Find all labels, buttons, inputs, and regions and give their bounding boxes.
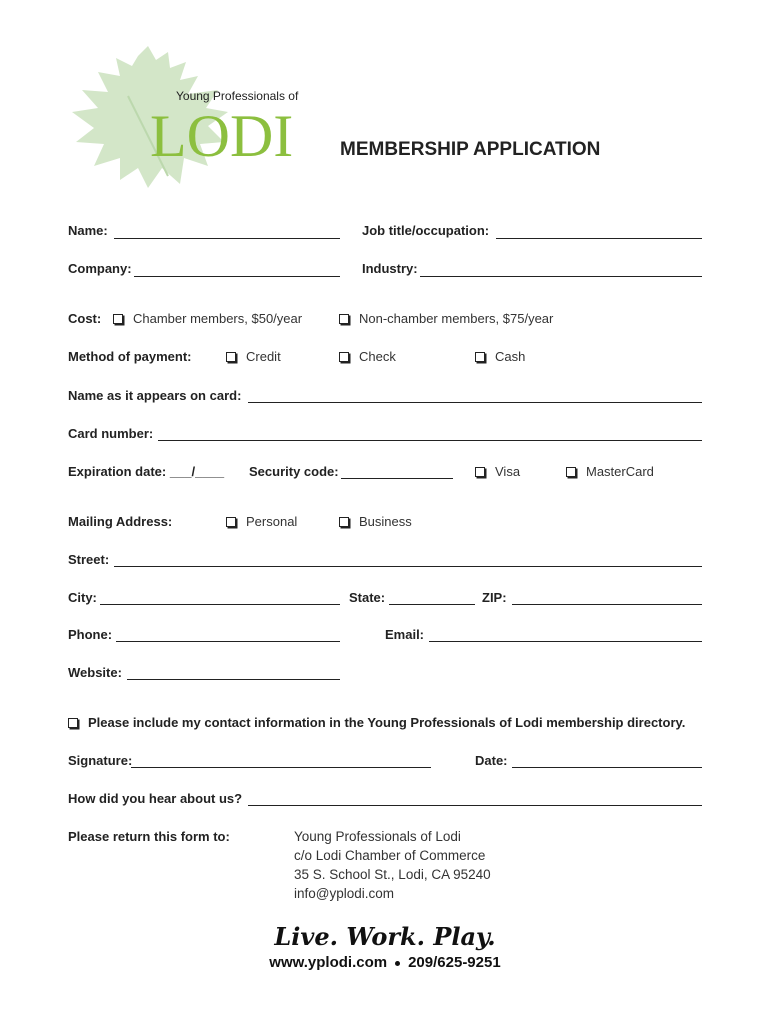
- card-number-field[interactable]: [158, 440, 702, 441]
- checkbox-icon[interactable]: [68, 718, 78, 728]
- zip-label: ZIP:: [482, 590, 507, 605]
- payment-option-label: Check: [359, 349, 396, 364]
- bullet-icon: [395, 961, 400, 966]
- leaf-logo-icon: [68, 46, 306, 188]
- checkbox-icon[interactable]: [339, 517, 349, 527]
- payment-option-cash[interactable]: [475, 349, 525, 364]
- state-field[interactable]: [389, 604, 475, 605]
- mailing-option-label: Business: [359, 514, 412, 529]
- expiration-label[interactable]: Expiration date: ___/____: [68, 464, 225, 479]
- card-type-visa[interactable]: [475, 464, 520, 479]
- card-name-label: Name as it appears on card:: [68, 388, 242, 403]
- card-name-field[interactable]: [248, 402, 702, 403]
- cost-option-chamber[interactable]: [113, 311, 302, 326]
- security-field[interactable]: [341, 478, 453, 479]
- payment-option-credit[interactable]: [226, 349, 281, 364]
- card-type-label: Visa: [495, 464, 521, 479]
- payment-label: Method of payment:: [68, 349, 192, 364]
- company-field[interactable]: [134, 276, 340, 277]
- phone-label: Phone:: [68, 627, 113, 642]
- name-field[interactable]: [114, 238, 340, 239]
- checkbox-icon[interactable]: [226, 352, 236, 362]
- mailing-label: Mailing Address:: [68, 514, 173, 529]
- address-line: 35 S. School St., Lodi, CA 95240: [294, 867, 491, 882]
- directory-consent[interactable]: [68, 715, 685, 730]
- mailing-option-business[interactable]: [339, 514, 412, 529]
- website-field[interactable]: [127, 679, 340, 680]
- checkbox-icon[interactable]: [339, 352, 349, 362]
- checkbox-icon[interactable]: [339, 314, 349, 324]
- address-line: Young Professionals of Lodi: [294, 829, 461, 844]
- mailing-option-label: Personal: [246, 514, 298, 529]
- job-label: Job title/occupation:: [362, 223, 490, 238]
- signature-label: Signature:: [68, 753, 133, 768]
- payment-option-check[interactable]: [339, 349, 396, 364]
- signature-field[interactable]: [131, 767, 431, 768]
- checkbox-icon[interactable]: [566, 467, 576, 477]
- company-label: Company:: [68, 261, 132, 276]
- page-title: MEMBERSHIP APPLICATION: [340, 139, 601, 160]
- cost-label: Cost:: [68, 311, 102, 326]
- email-field[interactable]: [429, 641, 702, 642]
- checkbox-icon[interactable]: [226, 517, 236, 527]
- logo-line1: Young Professionals of: [176, 89, 299, 103]
- industry-label: Industry:: [362, 261, 418, 276]
- card-type-label: MasterCard: [586, 464, 654, 479]
- website-label: Website:: [68, 665, 122, 680]
- email-label: Email:: [385, 627, 425, 642]
- cost-option-label: Non-chamber members, $75/year: [359, 311, 554, 326]
- name-label: Name:: [68, 223, 108, 238]
- cost-option-non-chamber[interactable]: [339, 311, 553, 326]
- logo: [68, 46, 306, 188]
- phone-field[interactable]: [116, 641, 340, 642]
- cost-option-label: Chamber members, $50/year: [133, 311, 303, 326]
- job-field[interactable]: [496, 238, 702, 239]
- card-number-label: Card number:: [68, 426, 154, 441]
- return-label: Please return this form to:: [68, 829, 230, 844]
- address-email: info@yplodi.com: [294, 886, 394, 901]
- return-address: [294, 827, 491, 903]
- card-type-mastercard[interactable]: [566, 464, 654, 479]
- date-field[interactable]: [512, 767, 702, 768]
- checkbox-icon[interactable]: [475, 352, 485, 362]
- state-label: State:: [349, 590, 386, 605]
- checkbox-icon[interactable]: [475, 467, 485, 477]
- hear-label: How did you hear about us?: [68, 791, 243, 806]
- logo-line2: LODI: [150, 103, 294, 169]
- tagline: Live. Work. Play.: [274, 922, 496, 951]
- address-line: c/o Lodi Chamber of Commerce: [294, 848, 486, 863]
- industry-field[interactable]: [420, 276, 702, 277]
- zip-field[interactable]: [512, 604, 702, 605]
- footer: [0, 954, 770, 971]
- directory-consent-label: Please include my contact information in the Young Professionals of Lodi membership directory.: [88, 715, 686, 730]
- security-label: Security code:: [249, 464, 339, 479]
- hear-field[interactable]: [248, 805, 702, 806]
- date-label: Date:: [475, 753, 508, 768]
- city-field[interactable]: [100, 604, 340, 605]
- checkbox-icon[interactable]: [113, 314, 123, 324]
- payment-option-label: Cash: [495, 349, 526, 364]
- city-label: City:: [68, 590, 97, 605]
- street-field[interactable]: [114, 566, 702, 567]
- footer-website: www.yplodi.com: [269, 954, 388, 971]
- mailing-option-personal[interactable]: [226, 514, 297, 529]
- footer-phone: 209/625-9251: [408, 954, 501, 971]
- street-label: Street:: [68, 552, 110, 567]
- payment-option-label: Credit: [246, 349, 281, 364]
